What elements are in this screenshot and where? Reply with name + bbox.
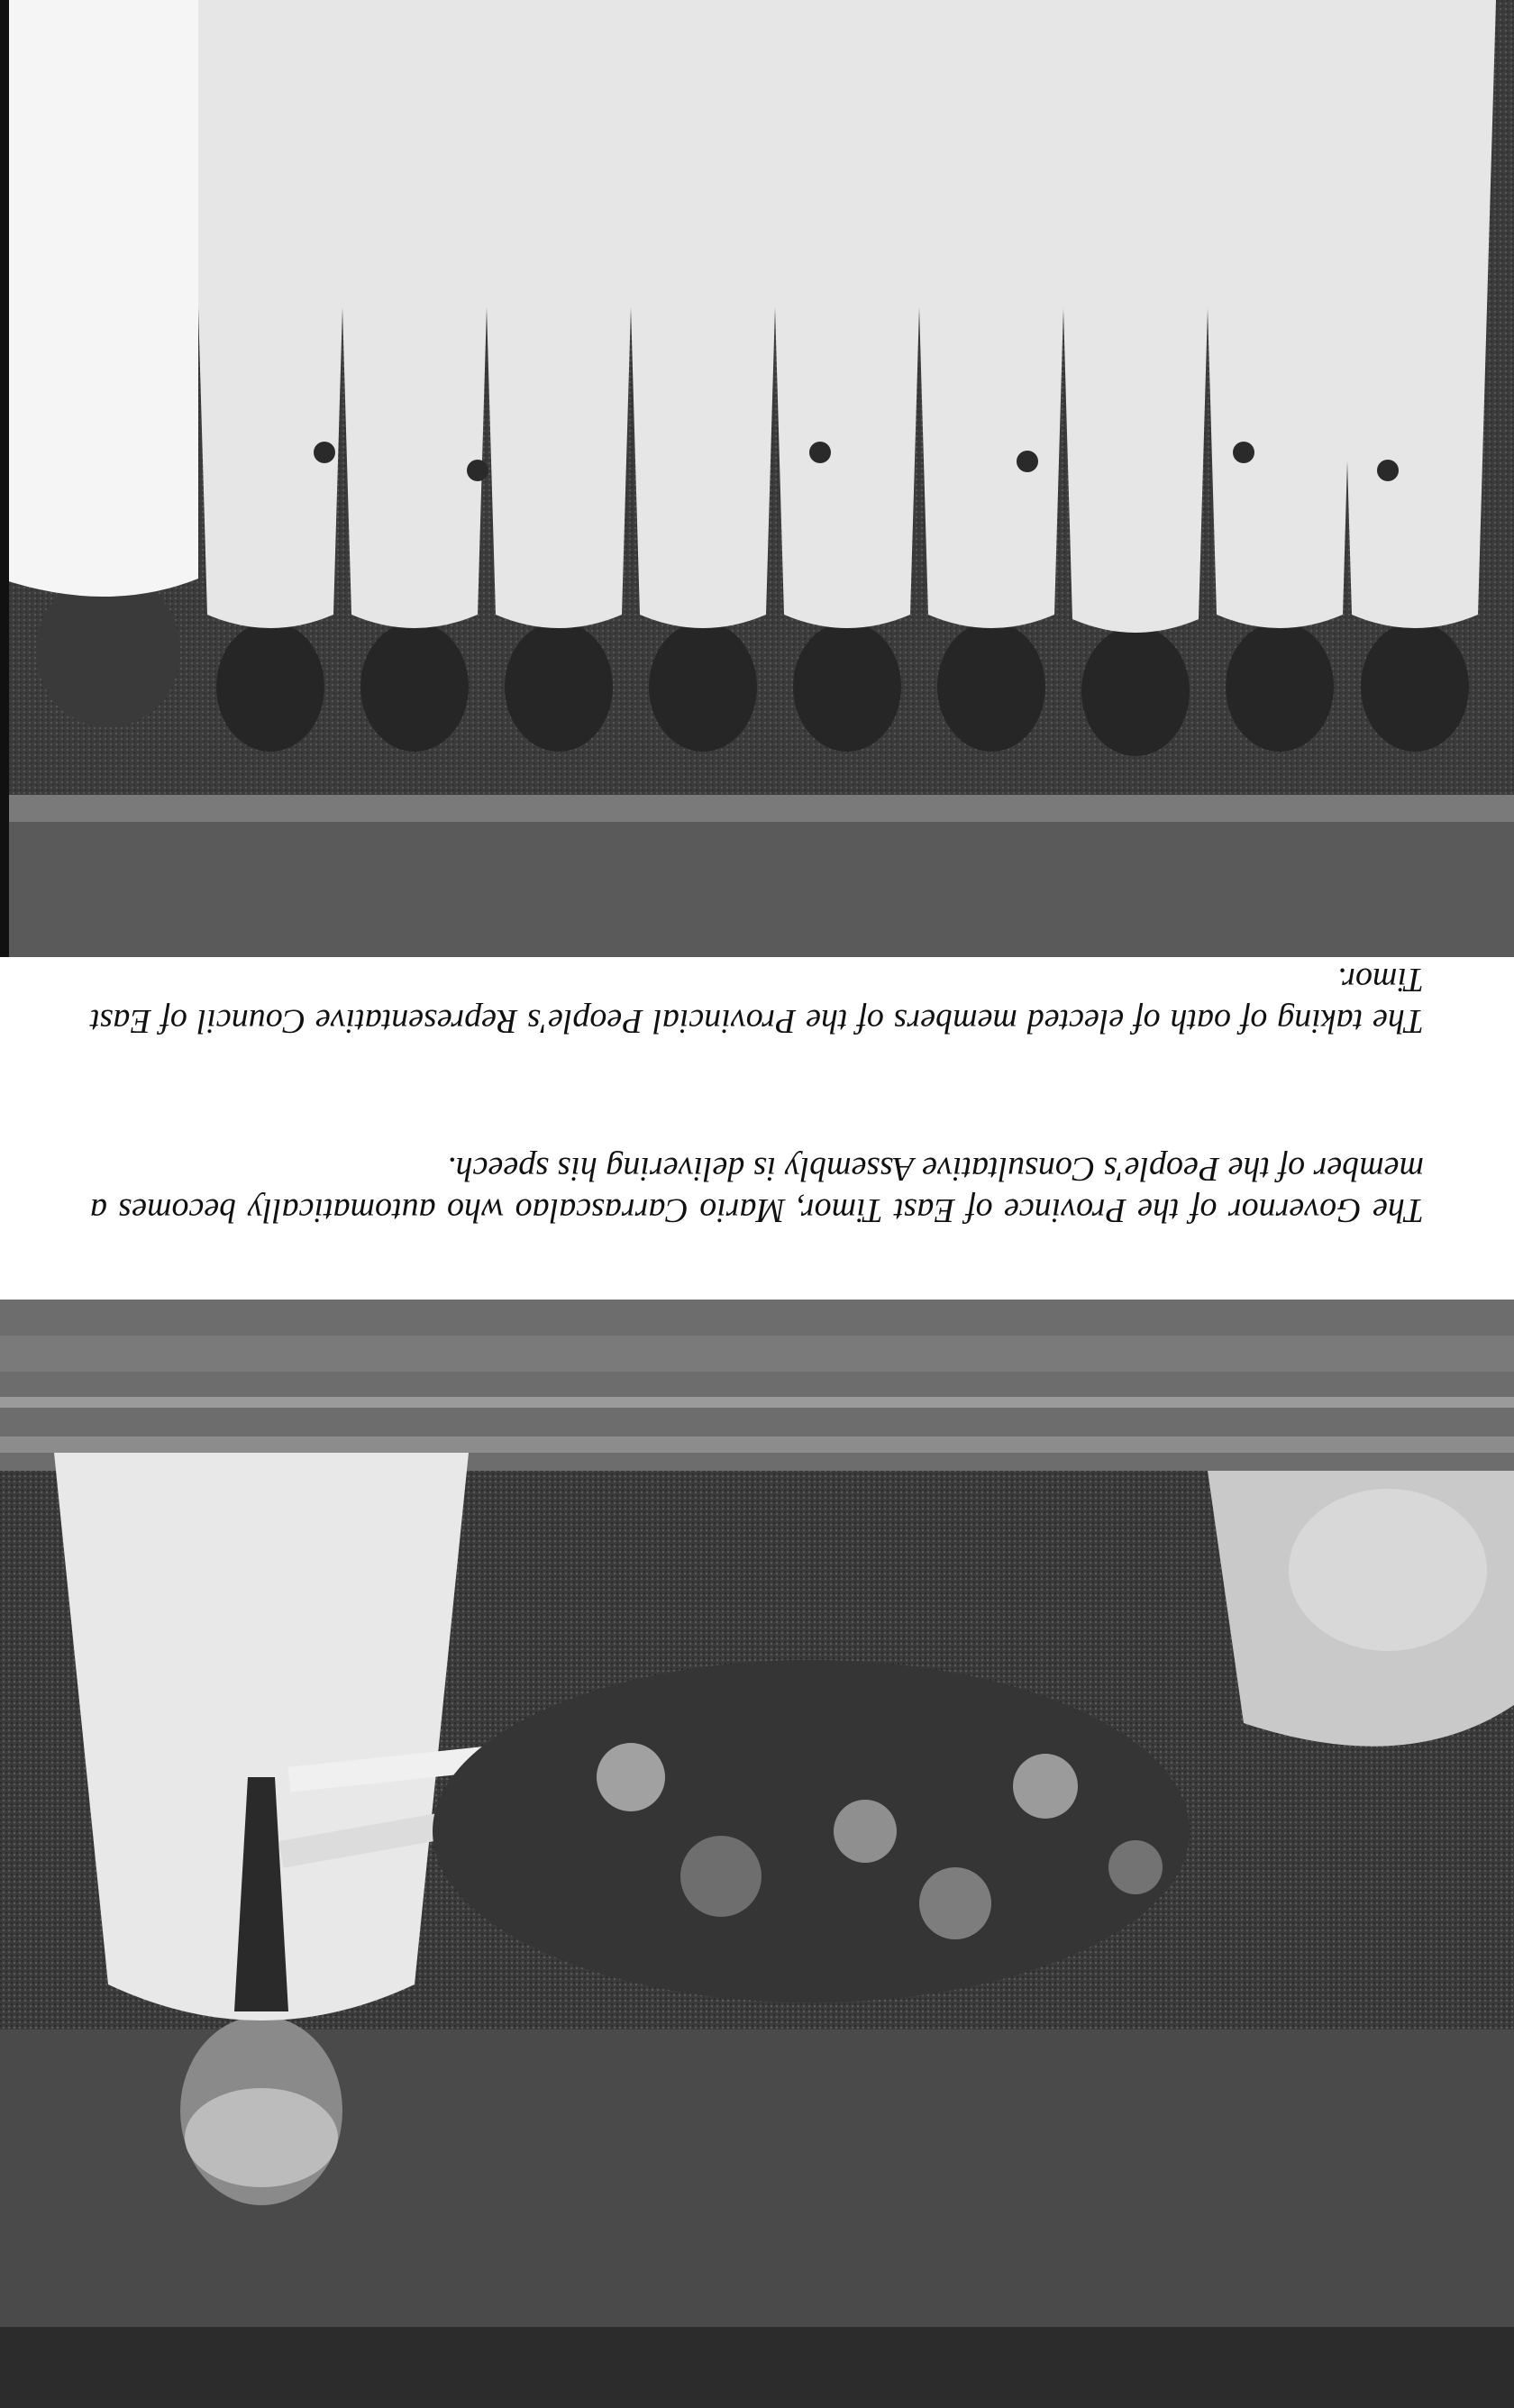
oath-taking-image [0, 0, 1514, 957]
governor-photo-caption: The Governor of the Province of East Timor, Mario Carrascalao who automatically becomes a member of the People's Consultative Assembly is delivering his speech. [90, 1150, 1424, 1229]
oath-taking-photo [0, 0, 1514, 957]
governor-speech-photo [0, 1300, 1514, 2408]
governor-speech-image [0, 1300, 1514, 2408]
oath-photo-caption: The taking of oath of elected members of the Provincial People's Representative Council of East Timor. [90, 961, 1424, 1040]
